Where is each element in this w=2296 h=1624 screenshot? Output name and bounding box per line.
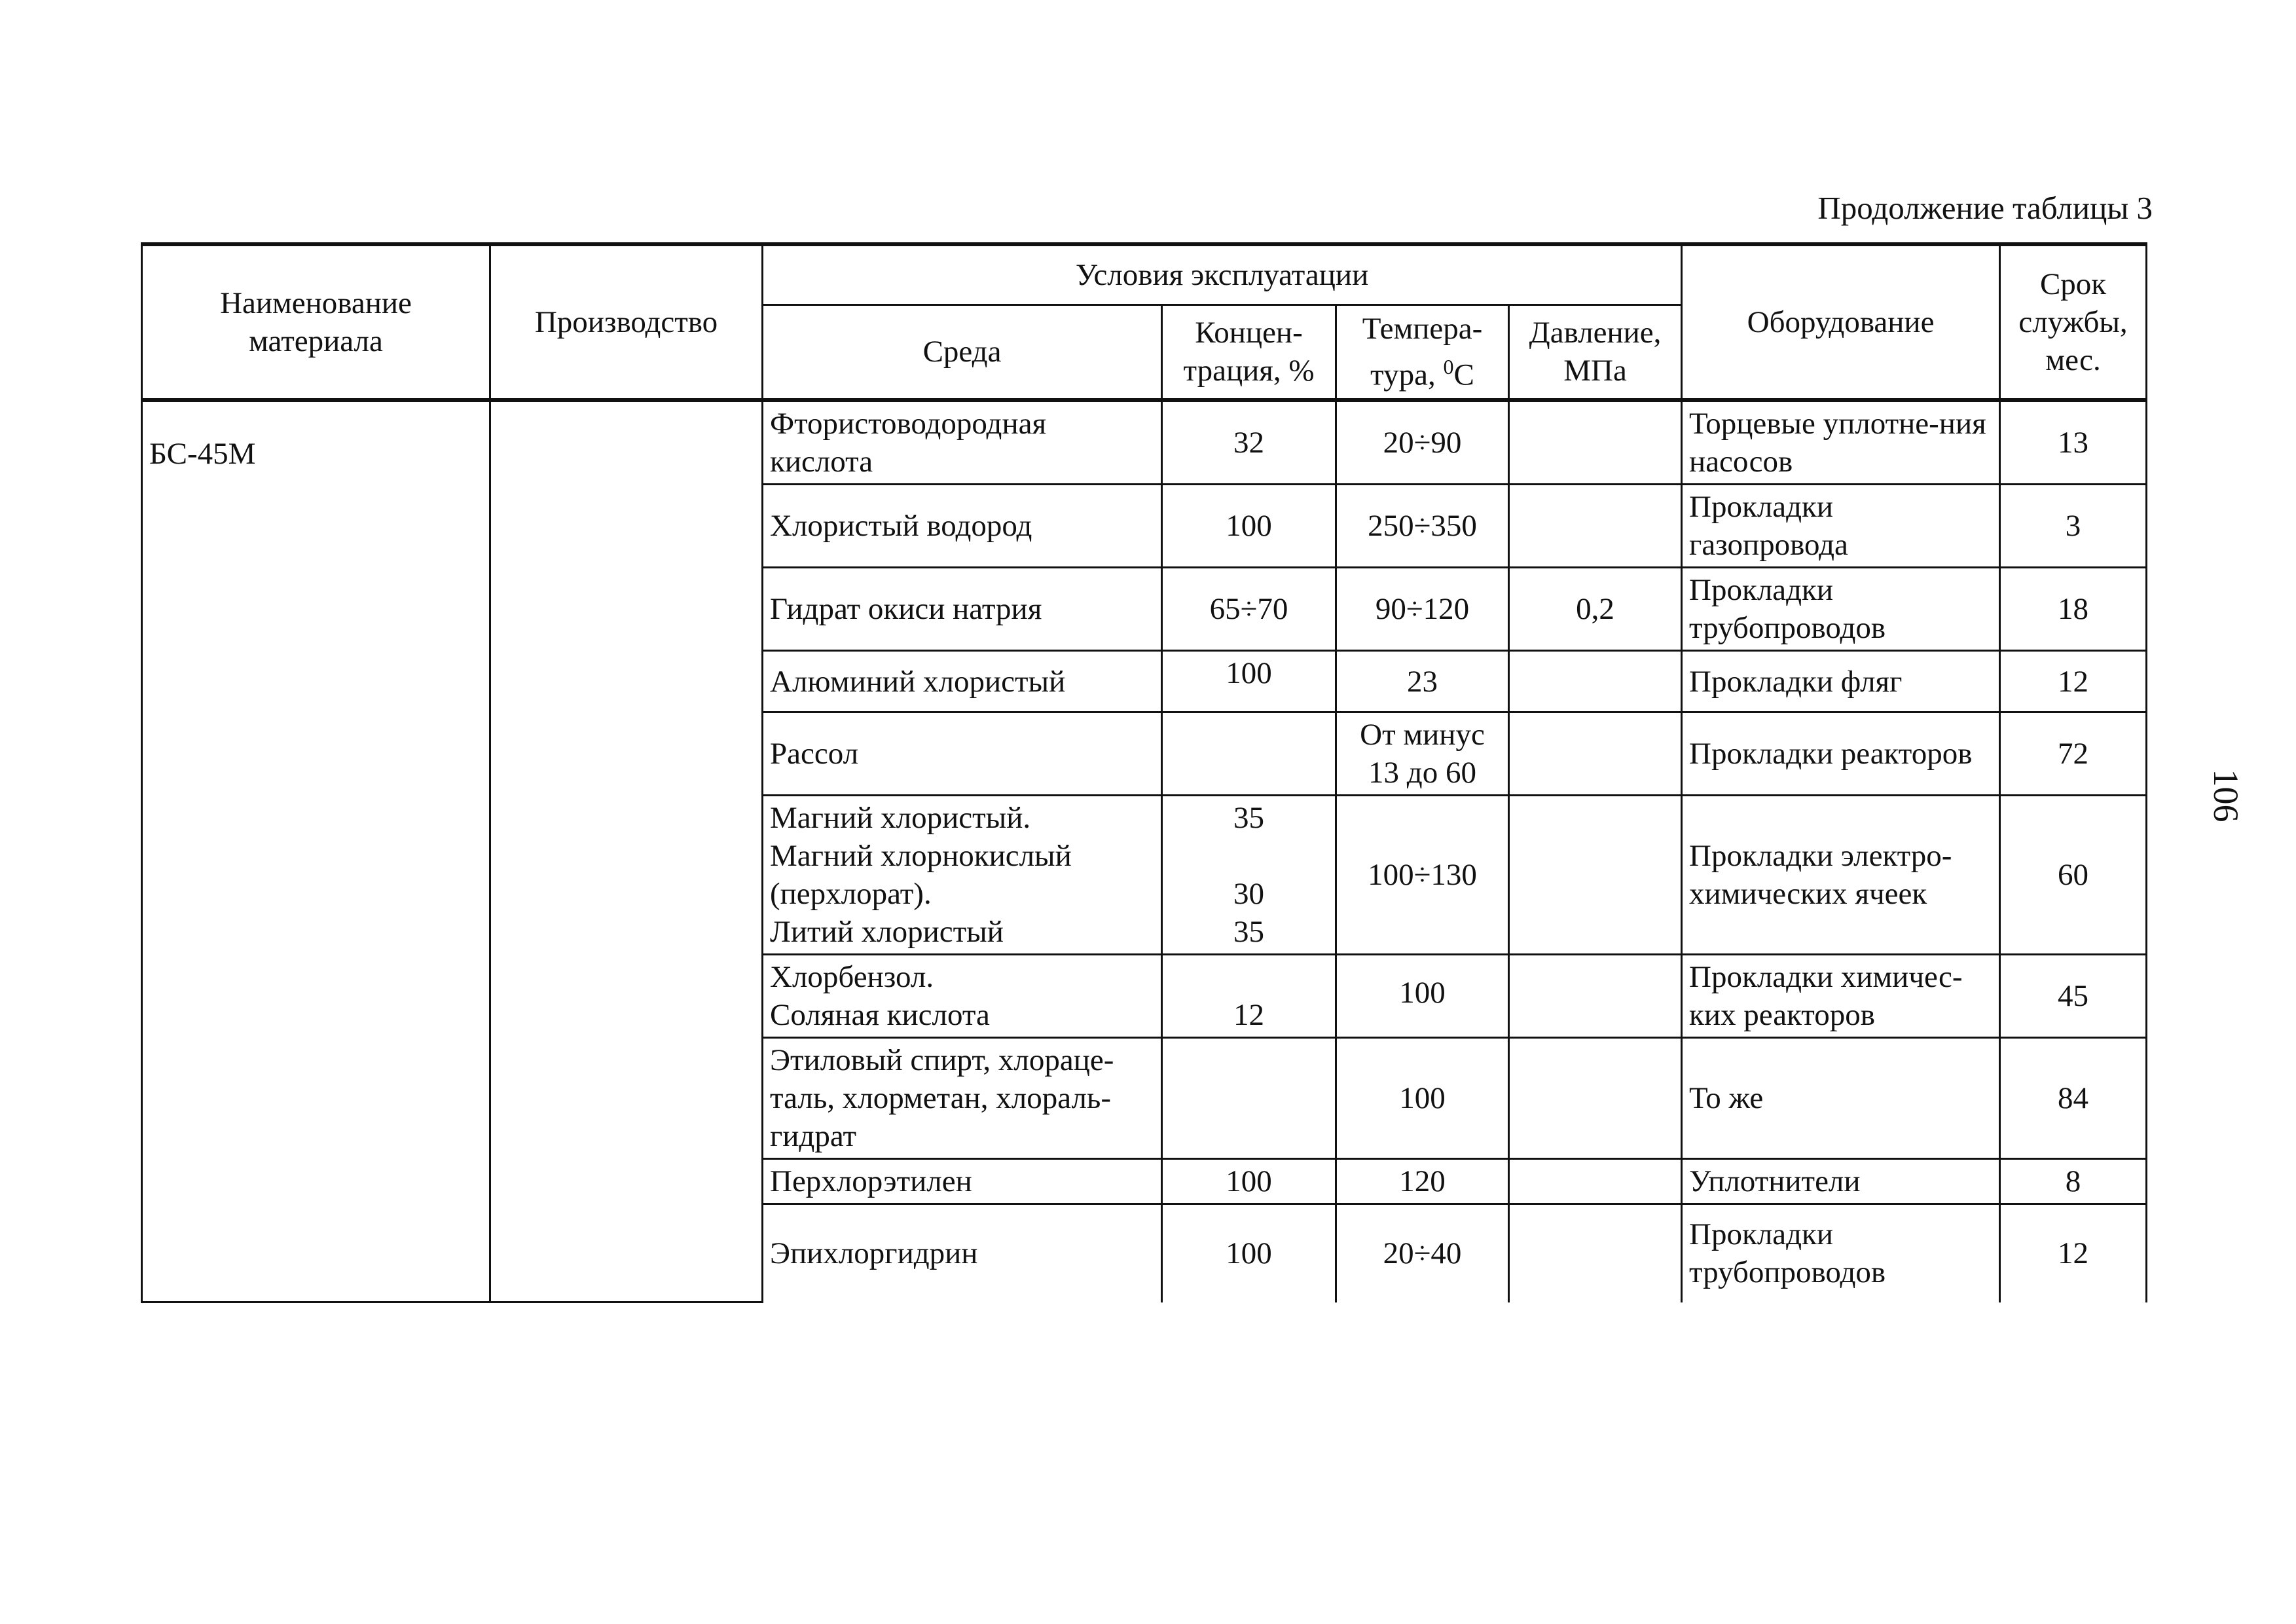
concentration-line [1169, 837, 1328, 875]
pressure-cell [1509, 955, 1682, 1038]
pressure-cell [1509, 651, 1682, 712]
header-concentration: Концен-трация, % [1162, 304, 1336, 400]
service-life-cell: 18 [2000, 568, 2147, 651]
concentration-line: 35 [1233, 801, 1264, 835]
pressure-cell [1509, 400, 1682, 485]
pressure-cell [1509, 1038, 1682, 1159]
medium-line: (перхлорат). [770, 877, 932, 911]
pressure-cell [1509, 485, 1682, 568]
concentration-line [1169, 958, 1328, 996]
equipment-cell: То же [1682, 1038, 2000, 1159]
temperature-cell: 20÷90 [1336, 400, 1509, 485]
concentration-cell [1162, 1038, 1336, 1159]
temperature-cell: 23 [1336, 651, 1509, 712]
temperature-cell: 120 [1336, 1159, 1509, 1204]
service-life-cell: 12 [2000, 651, 2147, 712]
service-life-cell: 72 [2000, 712, 2147, 796]
temperature-cell: От минус 13 до 60 [1336, 712, 1509, 796]
service-life-cell: 13 [2000, 400, 2147, 485]
concentration-line: 12 [1233, 998, 1264, 1032]
temperature-cell: 90÷120 [1336, 568, 1509, 651]
service-life-cell: 3 [2000, 485, 2147, 568]
service-life-cell: 8 [2000, 1159, 2147, 1204]
equipment-cell: Прокладки трубопроводов [1682, 1204, 2000, 1302]
equipment-cell: Прокладки химичес-ких реакторов [1682, 955, 2000, 1038]
table-continuation-caption: Продолжение таблицы 3 [1817, 190, 2153, 226]
temperature-cell: 20÷40 [1336, 1204, 1509, 1302]
medium-cell [763, 796, 1162, 955]
equipment-cell: Прокладки газопровода [1682, 485, 2000, 568]
medium-cell: Фтористоводородная кислота [763, 400, 1162, 485]
medium-cell: Гидрат окиси натрия [763, 568, 1162, 651]
medium-line: Магний хлорнокислый [770, 839, 1072, 873]
materials-table [141, 242, 2147, 1303]
medium-cell: Рассол [763, 712, 1162, 796]
table-row [142, 400, 2147, 485]
medium-cell: Алюминий хлористый [763, 651, 1162, 712]
temperature-cell: 100 [1336, 955, 1509, 1038]
concentration-cell [1162, 712, 1336, 796]
header-temperature-text: Темпера-тура, [1362, 311, 1483, 392]
concentration-cell [1162, 955, 1336, 1038]
medium-line: Соляная кислота [770, 998, 990, 1032]
pressure-cell [1509, 1204, 1682, 1302]
header-production: Производство [490, 244, 763, 400]
concentration-cell: 100 [1162, 485, 1336, 568]
medium-cell: Хлористый водород [763, 485, 1162, 568]
header-conditions: Условия эксплуатации [763, 244, 1682, 304]
equipment-cell: Прокладки реакторов [1682, 712, 2000, 796]
header-medium: Среда [763, 304, 1162, 400]
material-name: БС-45М [142, 400, 490, 1302]
header-temperature-unit: С [1453, 358, 1474, 392]
concentration-cell: 100 [1162, 1159, 1336, 1204]
service-life-cell: 60 [2000, 796, 2147, 955]
concentration-cell: 100 [1162, 651, 1336, 712]
degree-mark: 0 [1443, 354, 1454, 378]
pressure-cell [1509, 1159, 1682, 1204]
medium-line: Магний хлористый. [770, 801, 1031, 835]
temperature-cell: 100÷130 [1336, 796, 1509, 955]
header-pressure: Давление, МПа [1509, 304, 1682, 400]
concentration-cell: 100 [1162, 1204, 1336, 1302]
service-life-cell: 45 [2000, 955, 2147, 1038]
header-material: Наименование материала [142, 244, 490, 400]
temperature-cell: 100 [1336, 1038, 1509, 1159]
temperature-cell: 250÷350 [1336, 485, 1509, 568]
equipment-cell: Прокладки электро-химических ячеек [1682, 796, 2000, 955]
service-life-cell: 12 [2000, 1204, 2147, 1302]
pressure-cell: 0,2 [1509, 568, 1682, 651]
concentration-cell: 65÷70 [1162, 568, 1336, 651]
medium-cell: Перхлорэтилен [763, 1159, 1162, 1204]
pressure-cell [1509, 712, 1682, 796]
medium-cell [763, 955, 1162, 1038]
header-equipment: Оборудование [1682, 244, 2000, 400]
concentration-cell: 32 [1162, 400, 1336, 485]
service-life-cell: 84 [2000, 1038, 2147, 1159]
header-service-life: Срок службы, мес. [2000, 244, 2147, 400]
concentration-line: 35 [1233, 915, 1264, 949]
medium-line: Хлорбензол. [770, 960, 934, 994]
pressure-cell [1509, 796, 1682, 955]
concentration-line: 30 [1233, 877, 1264, 911]
production-cell [490, 400, 763, 1302]
header-temperature [1336, 304, 1509, 400]
medium-cell: Эпихлоргидрин [763, 1204, 1162, 1302]
medium-cell: Этиловый спирт, хлораце-таль, хлорметан, хлораль-гидрат [763, 1038, 1162, 1159]
medium-line: Литий хлористый [770, 915, 1004, 949]
concentration-cell [1162, 796, 1336, 955]
equipment-cell: Уплотнители [1682, 1159, 2000, 1204]
page-number: 106 [2206, 769, 2246, 822]
equipment-cell: Прокладки фляг [1682, 651, 2000, 712]
equipment-cell: Прокладки трубопроводов [1682, 568, 2000, 651]
equipment-cell: Торцевые уплотне-ния насосов [1682, 400, 2000, 485]
